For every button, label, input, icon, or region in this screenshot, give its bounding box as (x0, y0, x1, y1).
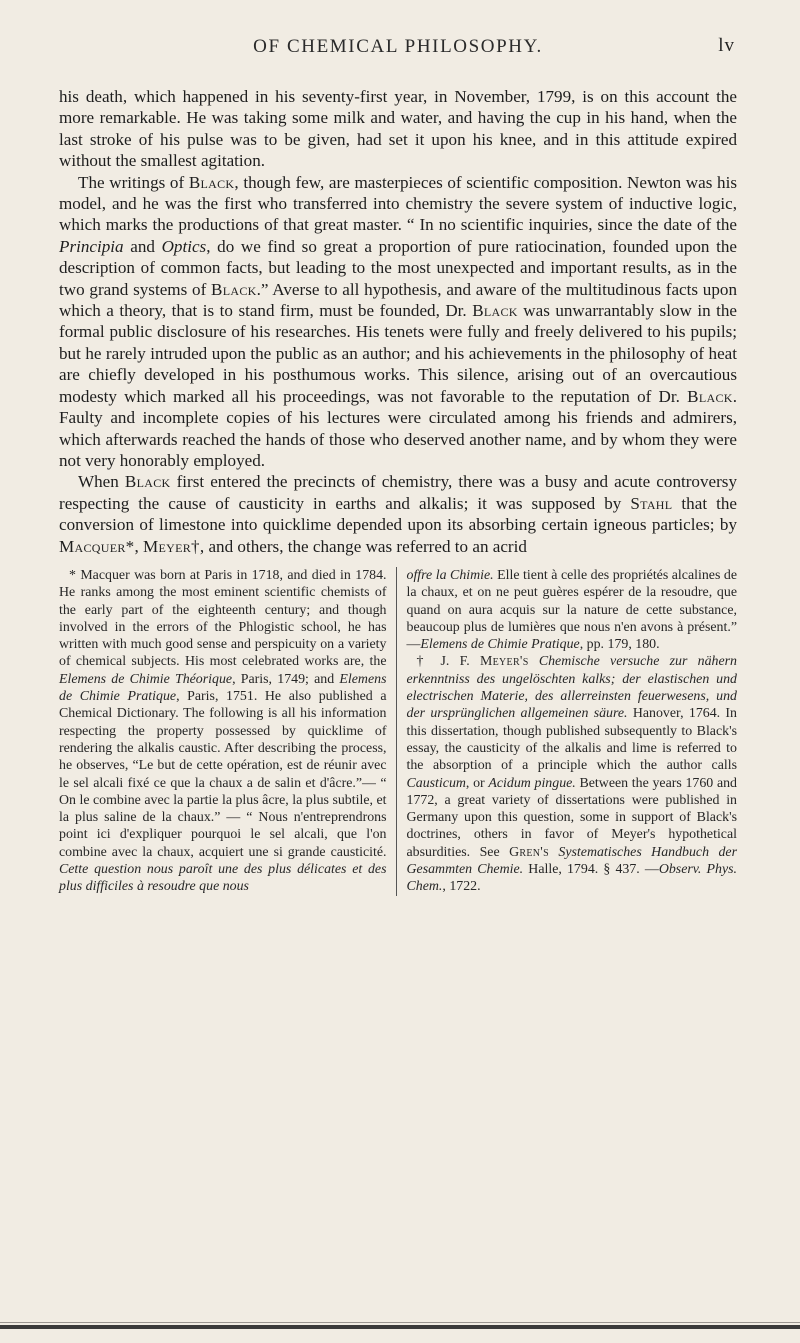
name-macquer: Macquer* (59, 536, 135, 556)
name-black: Black (188, 172, 235, 192)
paragraph-black-death: his death, which happened in his seventy-first year, in November, 1799, is on this account the more remarkable. He was taking some milk and water, and having the cup in his hand, when the last stroke of his pulse was to be given, had set it upon his knee, and in this attitude expired without the smallest agitation. (59, 87, 737, 171)
footnotes (59, 567, 737, 896)
main-text (59, 86, 737, 557)
name-stahl: Stahl (630, 493, 673, 513)
title-principia: Principia (59, 236, 124, 256)
name-black: Black (472, 301, 518, 321)
paragraph-black-writings: The writings of Black, though few, are masterpieces of scientific composition. Newton was his model, and he was the first who transferred into chemistry the severe system of inductive logic, which marks the productions of that great master. “ In no scientific inquiries, since the date of the Principia and Optics, do we find so great a proportion of pure ratiocination, founded upon the description of common facts, but leading to the most unexpected and important results, as in the two grand systems of Black.” Averse to all hypothesis, and aware of the multitudinous facts upon which a theory, that is to stand firm, must be founded, Dr. Black was unwarrantably slow in the formal public disclosure of his researches. His tenets were fully and freely delivered to his pupils; but he rarely intruded upon the public as an author; and his achievements in the philosophy of heat are chiefly developed in his posthumous works. This silence, arising out of an overcautious modesty which marked all his proceedings, was not favorable to the reputation of Dr. Black. Faulty and incomplete copies of his lectures were circulated among his friends and admirers, which afterwards reached the hands of those who deserved another name, and by whom they were not very honorably employed. (59, 172, 738, 470)
footnote-macquer-continued: offre la Chimie. Elle tient à celle des propriétés alcalines de la chaux, et on ne peut guères espérer de la resoudre, que quand on aura acquis sur la nature de cette substance, beaucoup plus de lumières que nous n'en avons à présent.” —Elemens de Chimie Pratique, pp. 179, 180. (406, 567, 737, 653)
page-bottom-edge (0, 1325, 800, 1329)
page-edge-line (0, 1322, 800, 1323)
name-black: Black (687, 386, 733, 406)
page-number: lv (718, 35, 735, 56)
footnote-meyer: † J. F. Meyer's Chemische versuche zur nähern erkenntniss des ungelöschten kalks; der elastischen und electrischen Materie, des allerreinsten feuerwesens, und der ursprünglichen allgemeinen säure. Hanover, 1764. In this dissertation, though published subsequently to Black's essay, the causticity of the alkalis and lime is referred to the absorption of a principle which the author calls Causticum, or Acidum pingue. Between the years 1760 and 1772, a great variety of dissertations were published in Germany upon this question, some in support of Black's doctrines, others in favor of Meyer's hypothetical absurdities. See Gren's Systematisches Handbuch der Gesammten Chemie. Halle, 1794. § 437. —Observ. Phys. Chem., 1722. (406, 654, 738, 895)
title-optics: Optics (161, 236, 207, 256)
footnote-macquer: * Macquer was born at Paris in 1718, and died in 1784. He ranks among the most eminent scientific chemists of the early part of the eighteenth century; and though involved in the errors of the Phlogistic school, he has written with much good sense and perspicuity on a variety of chemical subjects. His most celebrated works are, the Elemens de Chimie Théorique, Paris, 1749; and Elemens de Chimie Pratique, Paris, 1751. He also published a Chemical Dictionary. The following is all his information respecting the property possessed by quicklime of rendering the alkalis caustic. After describing the process, he observes, “Le but de cette opération, est de réunir avec le sel alcali fixé ce que la chaux a de salin et d'âcre.”— “ On le combine avec la partie la plus âcre, la plus subtile, et la plus saline de la chaux.” — “ Nous n'entreprendrons point ici d'expliquer pourquoi le sel alcali, que l'on combine avec la chaux, acquiert une si grande causticité. Cette question nous paroît une des plus délicates et des plus difficiles à resoudre que nous (59, 567, 387, 895)
name-meyer: Meyer† (143, 536, 200, 556)
paragraph-causticity: When Black first entered the precincts of chemistry, there was a busy and acute controversy respecting the cause of causticity in earths and alkalis; it was supposed by Stahl that the conversion of limestone into quicklime depended upon its absorbing certain igneous particles; by Macquer*, Meyer†, and others, the change was referred to an acrid (59, 472, 737, 556)
running-header (59, 30, 737, 70)
footnote-column-left (59, 567, 396, 896)
book-page (0, 30, 800, 1343)
name-black: Black (124, 472, 171, 492)
name-black: Black (211, 279, 257, 299)
footnote-column-right (396, 567, 738, 896)
running-title: OF CHEMICAL PHILOSOPHY. (253, 36, 543, 57)
